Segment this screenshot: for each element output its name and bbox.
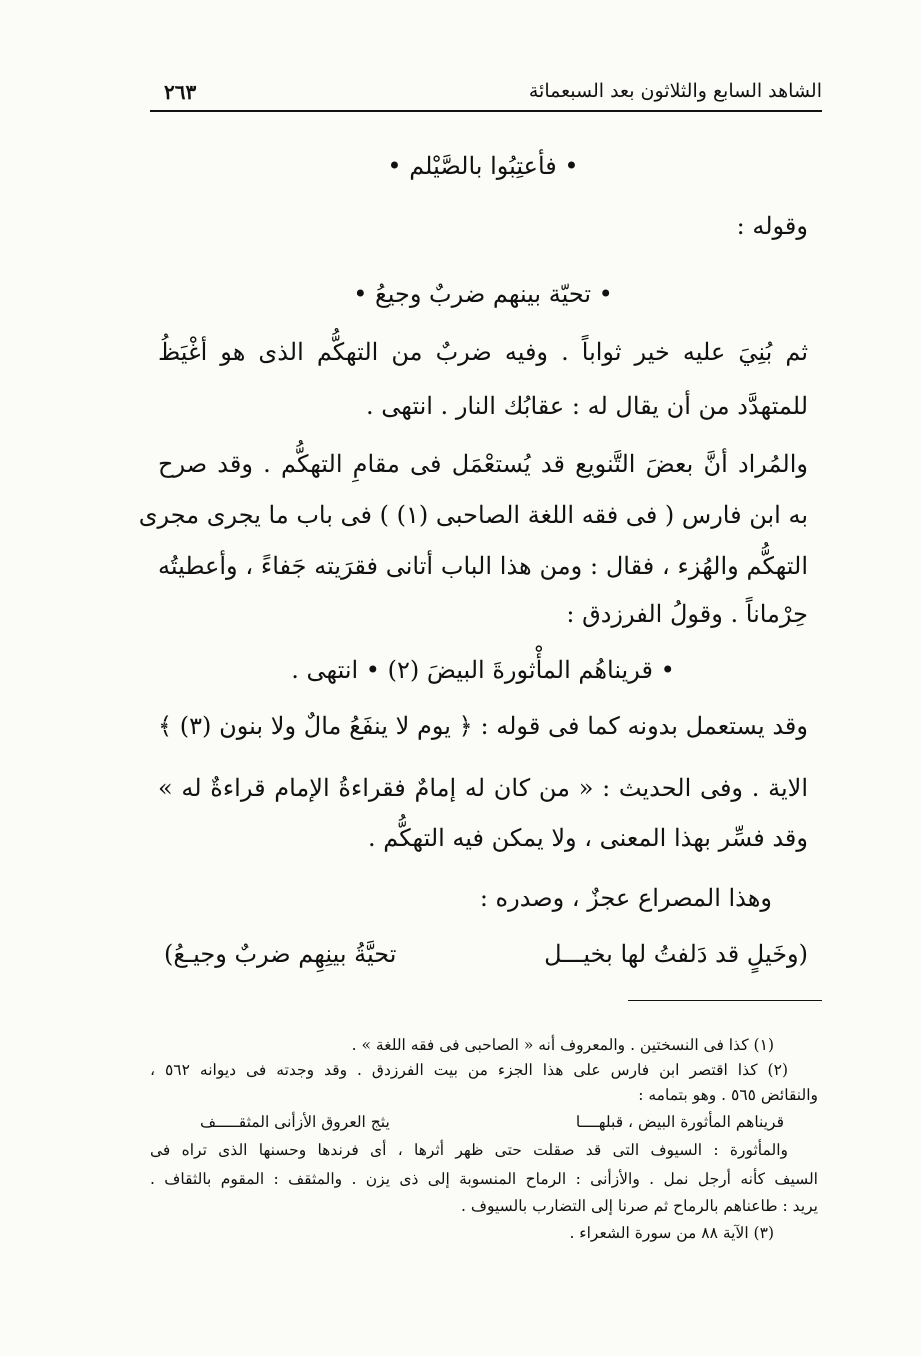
- body-line: الاية . وفى الحديث : « من كان له إمامٌ فقراءةُ الإمام قراءةٌ له »: [158, 774, 808, 802]
- footnote-line: (٢) كذا اقتصر ابن فارس على هذا الجزء من بيت الفرزدق . وقد وجدته فى ديوانه ٥٦٢ ،: [150, 1061, 788, 1079]
- page-number: ٢٦٣: [164, 80, 197, 104]
- body-line: • قريناهُم المأْثورةَ البيضَ (٢) • انتهى .: [291, 656, 675, 684]
- running-header: [150, 76, 822, 112]
- verse-first-hemistich: (وخَيلٍ قد دَلفتُ لها بخيـــل: [544, 940, 808, 968]
- body-line: حِرْماناً . وقولُ الفرزدق :: [566, 600, 808, 628]
- footnote-line: والمأثورة : السيوف التى قد صقلت حتى ظهر أثرها ، أى فرندها وحسنها الذى تراه فى: [150, 1141, 788, 1159]
- footnote-verse-first-hemistich: قريناهم المأثورة البيض ، قبلهــــا: [575, 1113, 784, 1131]
- final-verse: [158, 934, 808, 974]
- footnote-separator: [628, 1000, 822, 1001]
- footnote-verse-second-hemistich: يثج العروق الأزأنى المثقـــــف: [200, 1113, 390, 1131]
- footnote-line: السيف كأنه أرجل نمل . والأزأنى : الرماح المنسوبة إلى ذى يزن . والمثقف : المقوم بالثقاف .: [150, 1170, 818, 1188]
- body-line: وقد فسِّر بهذا المعنى ، ولا يمكن فيه التهكُّم .: [368, 824, 808, 852]
- verse-fragment-1: • فأعتِبُوا بالصَّيْلم •: [387, 152, 579, 180]
- body-line: وهذا المصراع عجزٌ ، وصدره :: [479, 884, 772, 912]
- verse-second-hemistich: تحيَّةُ بينِهِم ضربٌ وجيـعُ): [164, 940, 397, 968]
- body-line: به ابن فارس ( فى فقه اللغة الصاحبى (١) ) فى باب ما يجرى مجرى: [138, 501, 808, 529]
- running-title: الشاهد السابع والثلاثون بعد السبعمائة: [528, 80, 822, 102]
- body-line: للمتهدَّد من أن يقال له : عقابُك النار . انتهى .: [366, 392, 808, 420]
- intro-waqawluhu: وقوله :: [736, 212, 808, 240]
- body-line: ثم بُنِيَ عليه خير ثواباً . وفيه ضربٌ من التهكُّم الذى هو أغْيَظُ: [158, 338, 808, 366]
- body-line: وقد يستعمل بدونه كما فى قوله : ﴿ يوم لا ينفَعُ مالٌ ولا بنون (٣) ﴾: [158, 712, 808, 740]
- body-line: التهكُّم والهُزء ، فقال : ومن هذا الباب أتانى فقرَيته جَفاءً ، وأعطيتُه: [158, 552, 808, 580]
- footnote-line: (٣) الآية ٨٨ من سورة الشعراء .: [569, 1224, 774, 1242]
- footnote-line: يريد : طاعناهم بالرماح ثم صرنا إلى التضارب بالسيوف .: [461, 1197, 818, 1215]
- verse-fragment-2: • تحيّة بينهم ضربٌ وجيعُ •: [353, 280, 613, 308]
- body-line: والمُراد أنَّ بعضَ التَّنويع قد يُستعْمَل فى مقامِ التهكُّم . وقد صرح: [158, 450, 808, 478]
- footnote-line: (١) كذا فى النسختين . والمعروف أنه « الصاحبى فى فقه اللغة » .: [351, 1036, 774, 1054]
- footnote-verse: [150, 1111, 818, 1134]
- footnote-line: والنقائض ٥٦٥ . وهو بتمامه :: [638, 1086, 818, 1104]
